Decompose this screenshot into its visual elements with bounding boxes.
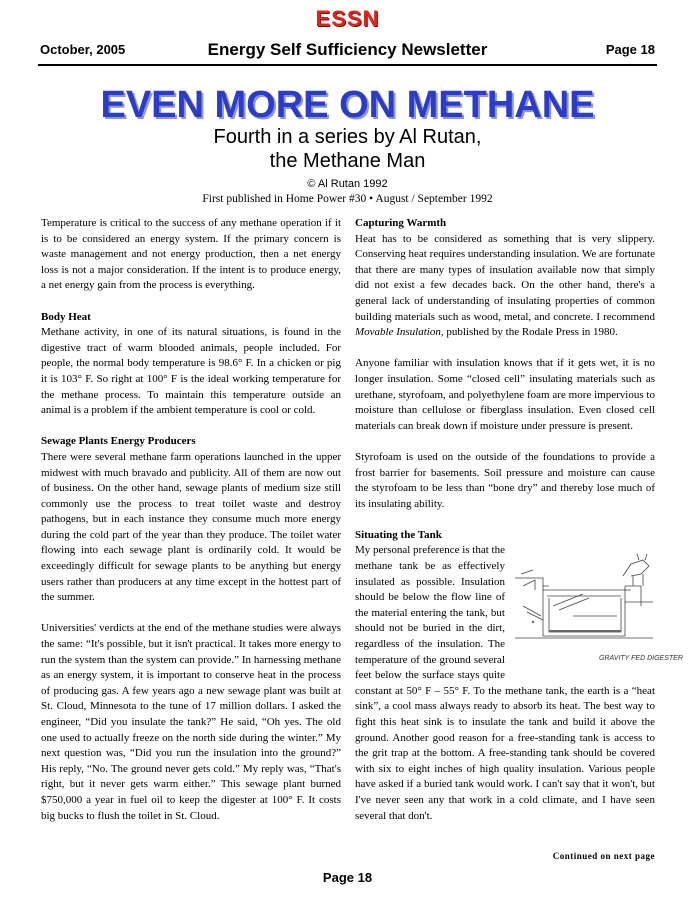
header-page-number: Page 18 — [605, 42, 655, 57]
right-column — [355, 216, 683, 840]
text-span: Heat has to be considered as something that is very slippery. Conserving heat requires understanding insulation. We are fortunate that there are many types of insulation available now that simply did not exist a few decades back. On the other hand, there's a general lack of understanding of insulating properties of common building materials such as wood, metal, and concrete. I recommend — [355, 232, 655, 323]
book-title-movable-insulation: Movable Insulation — [355, 326, 441, 339]
paragraph-body-heat: Methane activity, in one of its natural situations, is found in the digestive tract of warm blooded animals, people included. For people, the normal body temperature is 98.6° F. In a chicken or pig it is 103° F. So right at 100° F is the ideal working temperature for the methane process. To maintain this temperature outside an animal is a problem if the ambient temperature is cool or cold. — [41, 326, 341, 417]
paragraph-situating-tank: My personal preference is that the methane tank be as effectively insulated as possible. Insulation should be below the flow line of the material entering the tank, but should not be buried in the dirt, regardless of the insulation. The temperature of the ground several feet below the surface stays quite constant at 50° F – 55° F. To the methane tank, the earth is a “heat sink”, a cool mass always ready to absorb its heat. The best way to fight this heat sink is to insulate the tank and build it above the ground. Another good reason for a free-standing tank is access to the grit trap at the bottom. A free-standing tank should be covered with six to eight inches of high quality insulation. Various people have asked if a buried tank would work. I can't say that it won't, but I've never seen any that work in a cold climate, and I have seen several that don't. — [355, 544, 655, 822]
heading-capturing-warmth: Capturing Warmth — [355, 217, 447, 229]
digester-drawing — [513, 546, 683, 666]
gravity-fed-digester-sketch — [513, 546, 683, 666]
text-span: , published by the Rodale Press in 1980. — [440, 326, 618, 339]
article-subtitle-line1: Fourth in a series by Al Rutan, — [213, 126, 482, 148]
publication-note: First published in Home Power #30 • August / September 1992 — [202, 193, 493, 205]
paragraph-capturing-warmth — [355, 232, 655, 341]
heading-body-heat: Body Heat — [41, 310, 91, 323]
left-column — [41, 216, 341, 840]
newsletter-title: Energy Self Sufficiency Newsletter — [207, 40, 488, 59]
issue-date: October, 2005 — [40, 42, 126, 57]
paragraph-universities: Universities' verdicts at the end of the methane studies were always the same: “It's possible, but it isn't practical. It takes more energy to run the system than the system can provide.” In harnessing methane as an energy system, it is important to conserve heat in the process of producing gas. A few years ago a new sewage plant was built at St. Cloud, Minnesota to the tune of 17 million dollars. I asked the engineer, “Did you insulate the tank?” He said, “Oh yes. The old one used to actually freeze on the north side during the winter.” My next question was, “Did you run the insulation into the ground?” His reply, “No. The ground never gets cold.” My reply was, “That's right, but it never gets warm either.” This sewage plant burned $750,000 a year in fuel oil to keep the digester at 100° F. It costs big bucks to flush the toilet in St. Cloud. — [41, 622, 341, 822]
article-title: EVEN MORE ON METHANE — [100, 84, 595, 126]
paragraph-wet-insulation: Anyone familiar with insulation knows that if it gets wet, it is no longer insulation. Some “closed cell” insulating materials such as urethane, styrofoam, and polyethylene foam are more impervious to moisture than cellulose or fiberglass insulation. Even closed cell materials can break down if moisture under pressure is present. — [355, 357, 655, 432]
heading-sewage-plants: Sewage Plants Energy Producers — [41, 435, 196, 448]
paragraph-styrofoam: Styrofoam is used on the outside of the foundations to provide a frost barrier for basements. Soil pressure and moisture can cause the styrofoam to be less than “bone dry” and thereby lose much of its insulating ability. — [355, 450, 655, 510]
continued-notice: Continued on next page — [552, 851, 655, 861]
header-rule — [38, 64, 657, 66]
paragraph-sewage-plants: There were several methane farm operations launched in the upper midwest with much bravado and publicity. All of them are now out of business. On the other hand, sewage plants of medium size still commonly use the process to treat toilet waste and destroy pathogens, but in each instance they consume much more energy during the cold part of the year than they produce. The toilet water flowing into each sewage plant is ordinarily cold. It would be exceedingly difficult for sewage plants to be anything but energy users rather than producers at any time except in the hottest part of the summer. — [41, 450, 341, 604]
copyright-notice: © Al Rutan 1992 — [307, 178, 388, 190]
essn-logo: ESSN — [315, 6, 380, 31]
figure-caption: GRAVITY FED DIGESTER — [599, 655, 683, 663]
article-subtitle-line2: the Methane Man — [269, 150, 426, 172]
footer-page-number: Page 18 — [322, 870, 373, 885]
heading-situating-tank: Situating the Tank — [355, 528, 442, 541]
paragraph-intro: Temperature is critical to the success of any methane operation if it is to be considered an energy system. If the primary concern is waste management and not energy production, then a net energy loss is not a major consideration. If the intent is to produce energy, a net energy gain from the process is everything. — [41, 217, 341, 292]
